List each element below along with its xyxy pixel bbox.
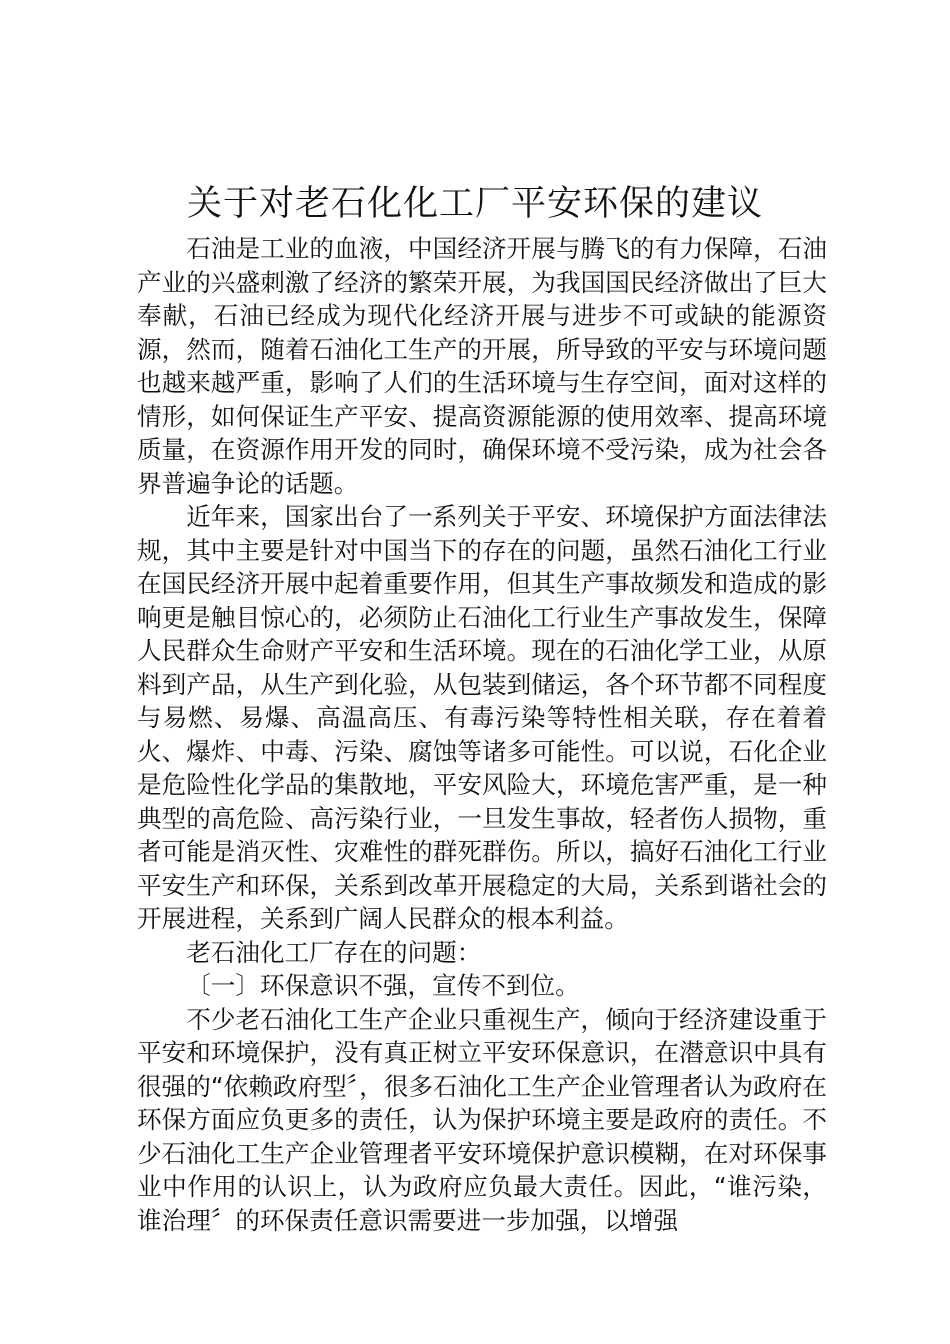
paragraph-section-one-heading: 〔一〕环保意识不强，宣传不到位。 — [186, 971, 580, 1000]
document-title: 关于对老石化化工厂平安环保的建议 — [186, 184, 763, 224]
paragraph-regulations: 近年来，国家出台了一系列关于平安、环境保护方面法律法规，其中主要是针对中国当下的存在的问题，虽然石油化工行业在国民经济开展中起着重要作用，但其生产事故频发和造成的影响更是触目惊心的，必须防止石油化工行业生产事故发生，保障人民群众生命财产平安和生活环境。现在的石油化学工业，从原料到产品，从生产到化验，从包装到储运，各个环节都不同程度与易燃、易爆、高温高压、有毒污染等特性相关联，存在着着火、爆炸、中毒、污染、腐蚀等诸多可能性。可以说，石化企业是危险性化学品的集散地，平安风险大，环境危害严重，是一种典型的高危险、高污染行业，一旦发生事故，轻者伤人损物，重者可能是消灭性、灾难性的群死群伤。所以，搞好石油化工行业平安生产和环保，关系到改革开展稳定的大局，关系到谐社会的开展进程，关系到广阔人民群众的根本利益。 — [137, 502, 827, 933]
paragraph-intro: 石油是工业的血液，中国经济开展与腾飞的有力保障，石油产业的兴盛刺激了经济的繁荣开展，为我国国民经济做出了巨大奉献，石油已经成为现代化经济开展与进步不可或缺的能源资源，然而，随着石油化工生产的开展，所导致的平安与环境问题也越来越严重，影响了人们的生活环境与生存空间，面对这样的情形，如何保证生产平安、提高资源能源的使用效率、提高环境质量，在资源作用开发的同时，确保环境不受污染，成为社会各界普遍争论的话题。 — [137, 234, 827, 498]
document-body — [137, 232, 827, 1237]
paragraph-problems-heading: 老石油化工厂存在的问题： — [186, 937, 482, 967]
paragraph-section-one-body: 不少老石油化工生产企业只重视生产，倾向于经济建设重于平安和环境保护，没有真正树立平安环保意识，在潜意识中具有很强的“依赖政府型〞，很多石油化工生产企业管理者认为政府在环保方面应负更多的责任，认为保护环境主要是政府的责任。不少石油化工生产企业管理者平安环境保护意识模糊，在对环保事业中作用的认识上，认为政府应负最大责任。因此，“谁污染，谁治理〞的环保责任意识需要进一步加强，以增强 — [137, 1004, 827, 1235]
